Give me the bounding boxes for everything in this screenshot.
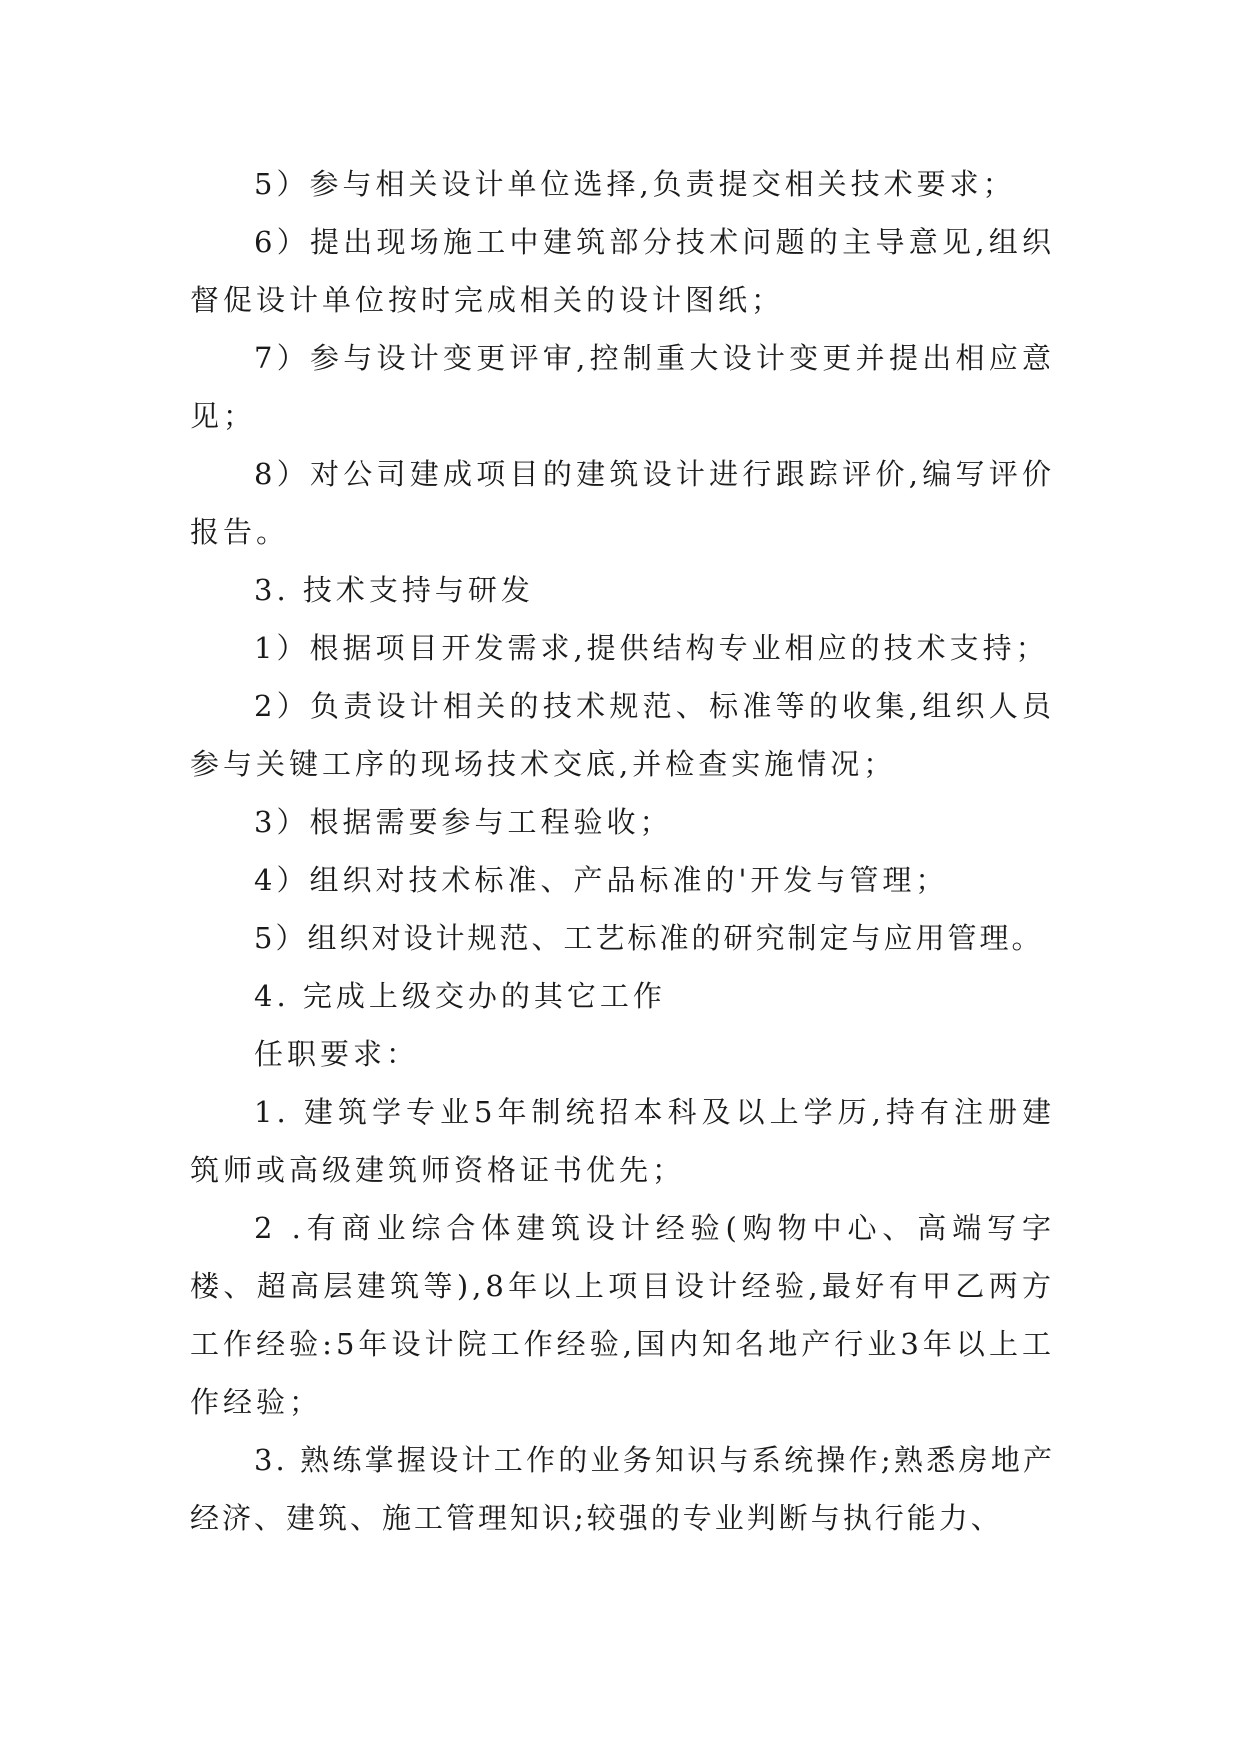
paragraph-requirement-1: 1. 建筑学专业5年制统招本科及以上学历,持有注册建筑师或高级建筑师资格证书优先； bbox=[190, 1095, 1055, 1187]
paragraph-duty-7: 7）参与设计变更评审,控制重大设计变更并提出相应意见； bbox=[190, 341, 1055, 433]
paragraph-support-4: 4）组织对技术标准、产品标准的'开发与管理； bbox=[254, 863, 949, 897]
paragraph-duty-6: 6）提出现场施工中建筑部分技术问题的主导意见,组织督促设计单位按时完成相关的设计图纸； bbox=[190, 225, 1055, 317]
paragraph-support-2: 2）负责设计相关的技术规范、标准等的收集,组织人员参与关键工序的现场技术交底,并检查实施情况； bbox=[190, 689, 1055, 781]
paragraph-requirement-2: 2 .有商业综合体建筑设计经验(购物中心、高端写字楼、超高层建筑等),8年以上项目设计经验,最好有甲乙两方工作经验:5年设计院工作经验,国内知名地产行业3年以上工作经验； bbox=[190, 1211, 1055, 1419]
section-heading-requirements: 任职要求： bbox=[254, 1037, 420, 1071]
document-body bbox=[190, 155, 1055, 1547]
section-heading-tech-support: 3. 技术支持与研发 bbox=[254, 573, 534, 607]
section-heading-other-work: 4. 完成上级交办的其它工作 bbox=[254, 979, 666, 1013]
paragraph-duty-8: 8）对公司建成项目的建筑设计进行跟踪评价,编写评价报告。 bbox=[190, 457, 1055, 549]
paragraph-support-1: 1）根据项目开发需求,提供结构专业相应的技术支持； bbox=[254, 631, 1049, 665]
paragraph-support-5: 5）组织对设计规范、工艺标准的研究制定与应用管理。 bbox=[254, 921, 1044, 955]
paragraph-duty-5: 5）参与相关设计单位选择,负责提交相关技术要求； bbox=[254, 167, 1016, 201]
paragraph-requirement-3: 3. 熟练掌握设计工作的业务知识与系统操作;熟悉房地产经济、建筑、施工管理知识;较强的专业判断与执行能力、 bbox=[190, 1443, 1055, 1535]
paragraph-support-3: 3）根据需要参与工程验收； bbox=[254, 805, 673, 839]
